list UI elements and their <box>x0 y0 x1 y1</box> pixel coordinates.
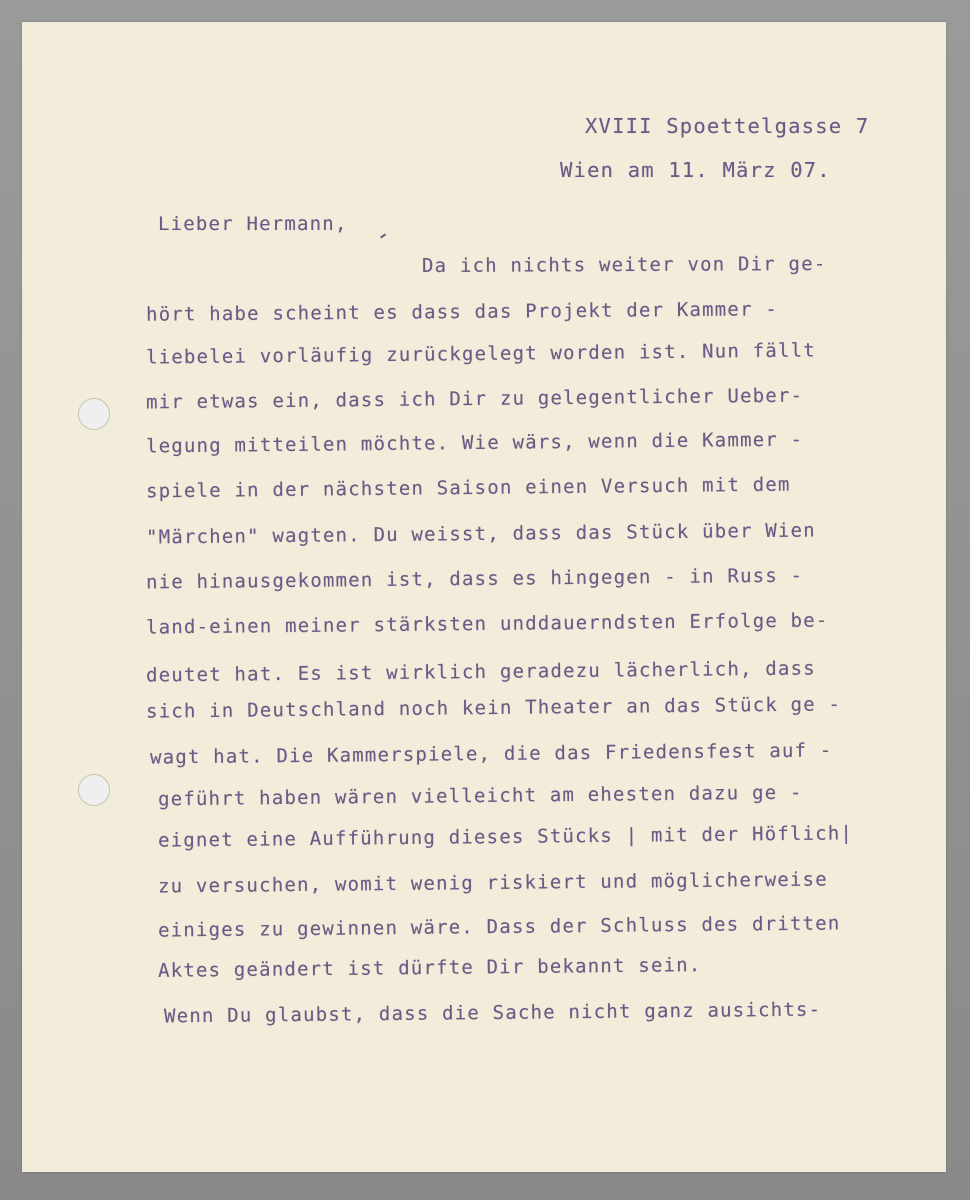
body-line-8: nie hinausgekommen ist, dass es hingegen - in Russ - <box>145 564 804 594</box>
letter-date: Wien am 11. März 07. <box>560 158 831 182</box>
body-line-6: spiele in der nächsten Saison einen Versuch mit dem <box>145 473 791 503</box>
body-line-7: "Märchen" wagten. Du weisst, dass das Stück über Wien <box>145 519 816 549</box>
sender-address: XVIII Spoettelgasse 7 <box>585 114 870 138</box>
body-line-11: sich in Deutschland noch kein Theater an das Stück ge - <box>145 693 842 723</box>
body-line-5: legung mitteilen möchte. Wie wärs, wenn die Kammer - <box>145 428 804 458</box>
body-line-1: Da ich nichts weiter von Dir ge- <box>421 252 827 278</box>
punch-hole-upper <box>78 398 110 430</box>
body-line-18: Wenn Du glaubst, dass die Sache nicht ganz ausichts- <box>163 998 822 1028</box>
body-line-12: wagt hat. Die Kammerspiele, die das Friedensfest auf - <box>149 739 833 769</box>
body-line-2: hört habe scheint es dass das Projekt der Kammer - <box>145 298 779 326</box>
body-line-9: land-einen meiner stärksten unddauerndsten Erfolge be- <box>145 609 829 639</box>
body-line-14: eignet eine Aufführung dieses Stücks | mit der Höflich| <box>157 822 854 852</box>
body-line-3: liebelei vorläufig zurückgelegt worden ist. Nun fällt <box>145 339 816 369</box>
body-line-10: deutet hat. Es ist wirklich geradezu lächerlich, dass <box>145 657 816 687</box>
body-line-15: zu versuchen, womit wenig riskiert und möglicherweise <box>157 868 828 898</box>
letter-page <box>22 22 946 1172</box>
salutation: Lieber Hermann, <box>158 213 348 235</box>
salutation-mark <box>380 233 386 238</box>
body-line-13: geführt haben wären vielleicht am ehesten dazu ge - <box>157 781 803 811</box>
body-line-16: einiges zu gewinnen wäre. Dass der Schluss des dritten <box>157 912 841 942</box>
body-line-17: Aktes geändert ist dürfte Dir bekannt sein. <box>157 954 702 982</box>
punch-hole-lower <box>78 774 110 806</box>
body-line-4: mir etwas ein, dass ich Dir zu gelegentlicher Ueber- <box>145 384 804 414</box>
